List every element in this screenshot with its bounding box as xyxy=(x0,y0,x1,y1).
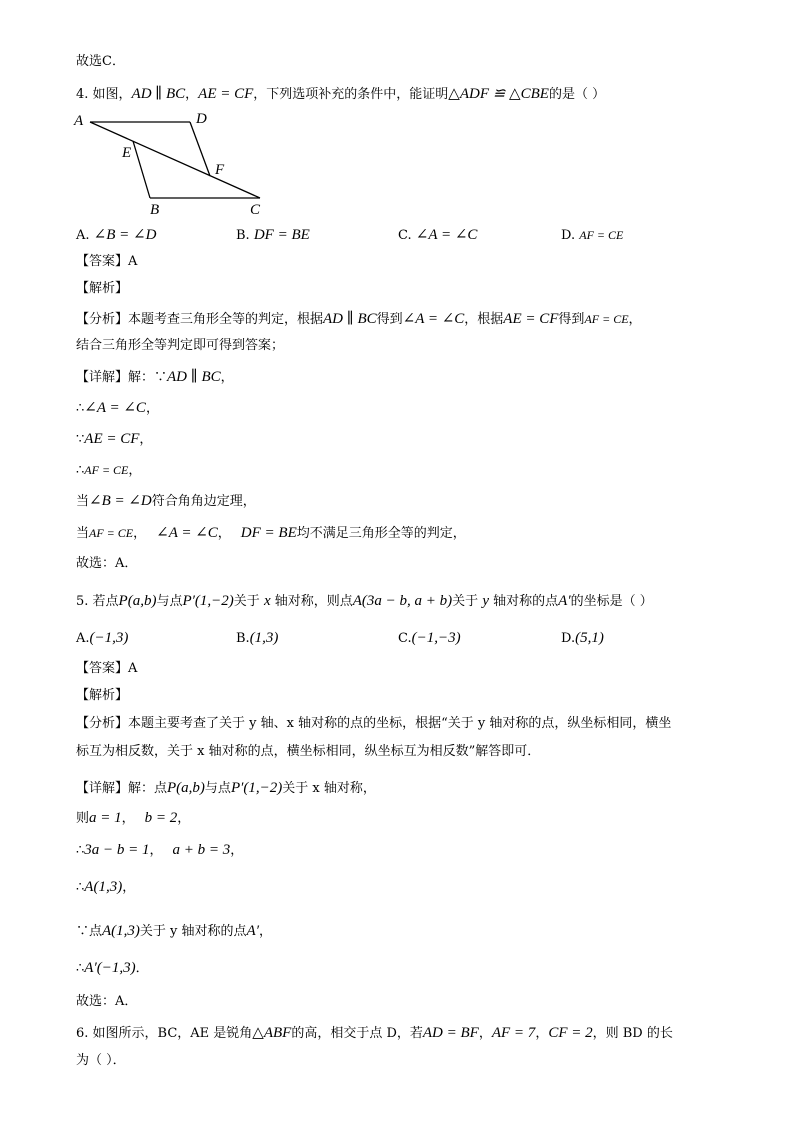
question-5-stem xyxy=(76,592,653,611)
q4-d2-end: ， xyxy=(145,401,159,416)
q4-option-a-value: ∠B = ∠D xyxy=(93,227,157,243)
q4-an-math-4: AF = CE xyxy=(584,312,629,326)
q4-fig-label-a: A xyxy=(74,113,84,129)
q5-option-b-value: (1,3) xyxy=(249,630,279,646)
q4-d6-math-2: ∠A = ∠C xyxy=(156,525,218,541)
q4-option-c-label: C. xyxy=(398,228,412,243)
q5-d5-math-1: A(1,3) xyxy=(102,923,140,939)
q5-d5-text-1: ∵点 xyxy=(76,924,103,939)
q4-d1-math: AD ∥ BC xyxy=(167,369,221,385)
q4-option-d-label: D. xyxy=(561,228,576,243)
q4-number: 4. 如图， xyxy=(76,87,132,102)
q5-stem-3: 关于 xyxy=(233,594,260,609)
q4-an-math-1: AD ∥ BC xyxy=(323,311,377,327)
q5-stem-1: 5. 若点 xyxy=(76,594,119,609)
q4-jiexi: 【解析】 xyxy=(76,281,129,296)
q4-an-text-5: ， xyxy=(628,312,642,327)
q5-d1-math-2: P′(1,−2) xyxy=(230,780,283,796)
q4-detail-line-1 xyxy=(76,368,234,387)
q5-point-p: P(a,b) xyxy=(118,593,157,609)
q5-d5-text-2: 关于 y 轴对称的点 xyxy=(139,924,247,939)
q5-d6-text-2: ． xyxy=(135,961,149,976)
q4-selection: 故选：A． xyxy=(76,556,138,571)
question-6-stem-line-1 xyxy=(76,1024,673,1043)
q6-math-2: AD = BF xyxy=(422,1025,479,1041)
q4-analysis-line-1 xyxy=(76,310,642,329)
q5-analysis-line-1: 【分析】本题主要考查了关于 y 轴、x 轴对称的点的坐标，根据“关于 y 轴对称的点，纵坐标相同，横坐 xyxy=(76,716,672,731)
q5-option-b-label: B. xyxy=(236,631,250,646)
q4-option-d[interactable] xyxy=(561,226,623,245)
q5-detail-line-1 xyxy=(76,779,376,798)
q4-option-b-label: B. xyxy=(236,228,250,243)
q4-fig-label-d: D xyxy=(196,111,207,127)
q4-d6-text-3: ， xyxy=(217,526,231,541)
q4-d3-end: ， xyxy=(139,432,153,447)
q5-d3-math-2: a + b = 3 xyxy=(172,842,231,858)
q4-d4-text: ∴ xyxy=(76,463,85,478)
q5-jiexi: 【解析】 xyxy=(76,688,129,703)
q5-d6-math-1: A′(−1,3) xyxy=(84,960,136,976)
q4-option-b-value: DF = BE xyxy=(253,227,310,243)
q5-option-a[interactable] xyxy=(76,629,128,648)
q4-detail-line-6 xyxy=(76,524,466,543)
q4-analysis-line-2: 结合三角形全等判定即可得到答案； xyxy=(76,338,285,353)
q4-detail-line-4 xyxy=(76,461,141,480)
q4-cond-parallel: AD ∥ BC xyxy=(131,86,186,102)
q5-answer: 【答案】A xyxy=(76,661,138,676)
q5-d3-text-2: ， xyxy=(149,843,163,858)
q4-an-math-2: ∠A = ∠C xyxy=(402,311,465,327)
q4-an-text-4: 得到 xyxy=(558,312,585,327)
q6-math-3: AF = 7 xyxy=(491,1025,536,1041)
q6-text-5: ，则 BD 的长 xyxy=(592,1026,673,1041)
q4-d1-end: ， xyxy=(220,370,234,385)
q5-detail-line-2 xyxy=(76,809,190,828)
q4-d4-math: AF = CE xyxy=(84,463,129,477)
q4-d6-math-1: AF = CE xyxy=(89,526,134,540)
q4-sep: ， xyxy=(185,87,199,102)
q5-detail-line-5 xyxy=(76,922,272,941)
q4-option-b[interactable] xyxy=(236,226,310,245)
q4-d6-math-3: DF = BE xyxy=(240,525,297,541)
q5-analysis-line-2: 标互为相反数，关于 x 轴对称的点，横坐标相同，纵坐标互为相反数”解答即可． xyxy=(76,744,541,759)
q5-d2-text-3: ， xyxy=(177,811,191,826)
q5-option-a-value: (−1,3) xyxy=(89,630,129,646)
q4-d6-text-1: 当 xyxy=(76,526,90,541)
q4-option-a[interactable] xyxy=(76,226,156,245)
q5-axis-y: y xyxy=(482,593,489,609)
q6-text-1: 6. 如图所示，BC，AE 是锐角 xyxy=(76,1026,253,1041)
q5-d1-math-1: P(a,b) xyxy=(167,780,205,796)
previous-answer-line: 故选C． xyxy=(76,54,125,69)
q4-figure xyxy=(70,108,280,218)
q4-option-d-value: AF = CE xyxy=(579,228,624,242)
q5-stem-4: 轴对称，则点 xyxy=(274,594,353,609)
q5-stem-5: 关于 xyxy=(452,594,479,609)
q4-fig-label-e: E xyxy=(122,145,132,161)
q5-option-b[interactable] xyxy=(236,629,278,648)
q5-option-c-label: C. xyxy=(398,631,412,646)
q5-d1-text-1: 【详解】解：点 xyxy=(76,781,168,796)
q5-detail-line-4 xyxy=(76,878,135,897)
q4-detail-line-5 xyxy=(76,492,256,511)
q4-d6-text-4: 均不满足三角形全等的判定， xyxy=(296,526,466,541)
q5-d2-math-1: a = 1 xyxy=(89,810,122,826)
q5-option-d-value: (5,1) xyxy=(575,630,604,646)
q4-detail-line-2 xyxy=(76,399,159,418)
q4-d2-text: ∴ xyxy=(76,401,85,416)
q5-point-a-prime: A′ xyxy=(558,593,571,609)
q4-an-text-2: 得到 xyxy=(376,312,403,327)
q5-option-a-label: A. xyxy=(76,631,90,646)
q4-stem-end: 的是（ ） xyxy=(548,87,606,102)
q5-d3-math-1: 3a − b = 1 xyxy=(84,842,150,858)
q5-axis-x: x xyxy=(263,593,271,609)
q5-detail-line-3 xyxy=(76,841,243,860)
q4-option-a-label: A. xyxy=(76,228,90,243)
q5-d5-text-3: ， xyxy=(258,924,272,939)
q5-selection: 故选：A． xyxy=(76,994,138,1009)
q6-math-1: △ABF xyxy=(252,1025,292,1041)
q5-d1-text-3: 关于 x 轴对称， xyxy=(282,781,376,796)
q5-point-a: A(3a − b, a + b) xyxy=(352,593,453,609)
q5-stem-7: 的坐标是（ ） xyxy=(570,594,653,609)
q4-d5-text: 当 xyxy=(76,494,90,509)
q4-option-c[interactable] xyxy=(398,226,477,245)
q4-fig-label-c: C xyxy=(250,202,261,218)
q6-text-3: ， xyxy=(478,1026,492,1041)
q4-detail-line-3 xyxy=(76,430,152,449)
q5-option-d[interactable] xyxy=(561,629,604,648)
q5-point-p-prime: P′(1,−2) xyxy=(182,593,234,609)
q5-option-d-label: D. xyxy=(561,631,576,646)
question-6-stem-line-2: 为（ ）． xyxy=(76,1053,126,1068)
q4-d3-math: AE = CF xyxy=(84,431,140,447)
q4-fig-label-b: B xyxy=(150,202,160,218)
q4-fig-label-f: F xyxy=(215,162,225,178)
q5-option-c-value: (−1,−3) xyxy=(411,630,461,646)
q5-d2-text-2: ， xyxy=(121,811,135,826)
q4-cond-equal: AE = CF xyxy=(198,86,254,102)
q5-d5-math-2: A′ xyxy=(246,923,259,939)
q4-d3-text: ∵ xyxy=(76,432,85,447)
q4-d1-text: 【详解】解：∵ xyxy=(76,370,168,385)
q6-math-4: CF = 2 xyxy=(548,1025,593,1041)
q4-d5-end: 符合角角边定理， xyxy=(151,494,256,509)
q5-d2-math-2: b = 2 xyxy=(144,810,178,826)
q4-answer: 【答案】A xyxy=(76,254,138,269)
q5-option-c[interactable] xyxy=(398,629,461,648)
q4-an-text-1: 【分析】本题考查三角形全等的判定，根据 xyxy=(76,312,324,327)
q5-d4-text-1: ∴ xyxy=(76,880,85,895)
q5-d3-text-3: ， xyxy=(230,843,244,858)
q5-d4-text-2: ， xyxy=(122,880,136,895)
q5-d4-math-1: A(1,3) xyxy=(84,879,123,895)
q5-d1-text-2: 与点 xyxy=(204,781,231,796)
q4-an-text-3: ，根据 xyxy=(464,312,504,327)
q5-stem-6: 轴对称的点 xyxy=(493,594,559,609)
q6-text-4: ， xyxy=(535,1026,549,1041)
q4-stem-mid: ，下列选项补充的条件中，能证明 xyxy=(253,87,449,102)
q4-d5-math: ∠B = ∠D xyxy=(89,493,152,509)
q4-an-math-3: AE = CF xyxy=(503,311,559,327)
q4-d4-end: ， xyxy=(128,463,142,478)
q5-detail-line-6 xyxy=(76,959,149,978)
q5-d3-text-1: ∴ xyxy=(76,843,85,858)
q4-option-c-value: ∠A = ∠C xyxy=(415,227,478,243)
q4-d2-math: ∠A = ∠C xyxy=(84,400,146,416)
q4-d6-text-2: ， xyxy=(133,526,147,541)
q5-d2-text-1: 则 xyxy=(76,811,90,826)
question-4-stem xyxy=(76,85,605,104)
q6-text-2: 的高，相交于点 D，若 xyxy=(291,1026,423,1041)
q5-stem-2: 与点 xyxy=(156,594,183,609)
q5-d6-text-1: ∴ xyxy=(76,961,85,976)
q4-goal: △ADF ≌ △CBE xyxy=(448,86,549,102)
